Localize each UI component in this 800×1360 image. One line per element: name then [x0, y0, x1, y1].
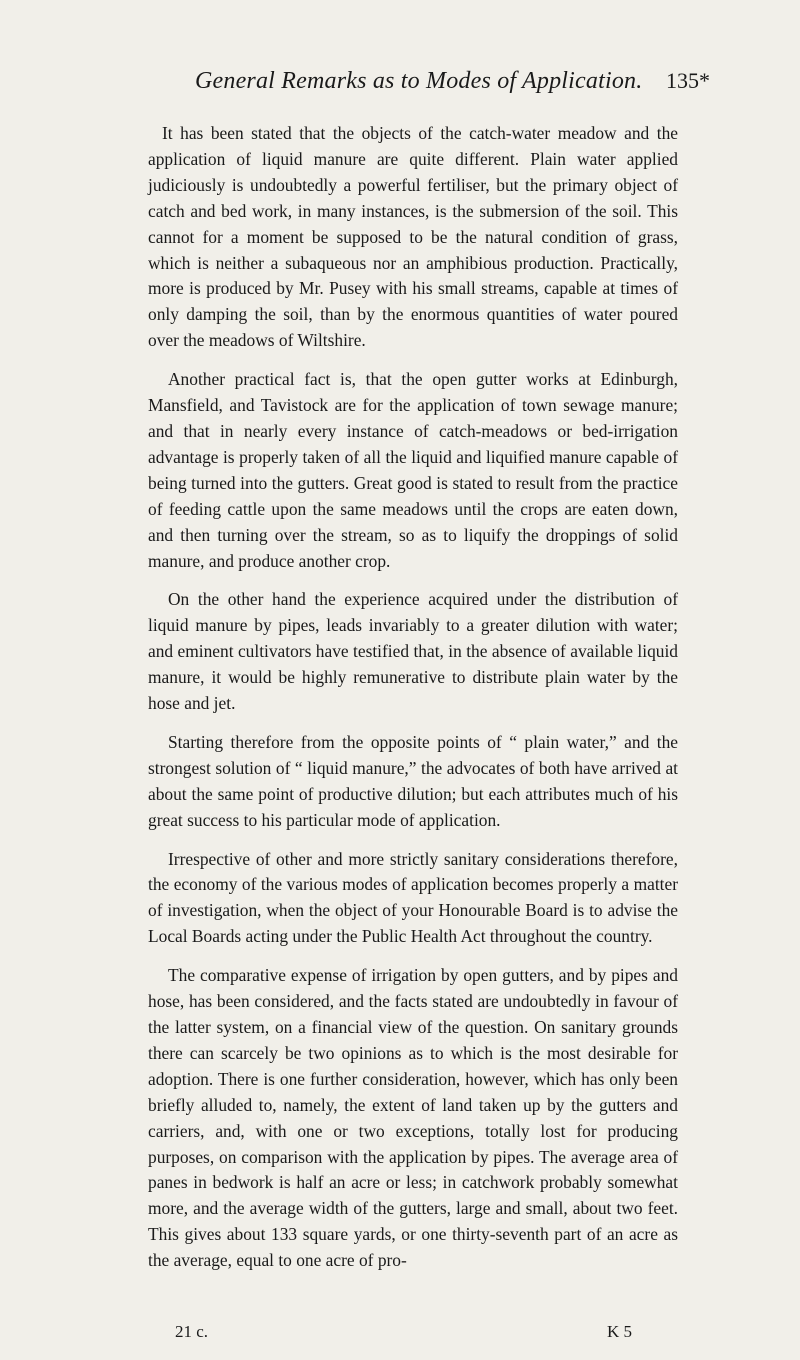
paragraph: Starting therefore from the opposite points of “ plain water,” and the strongest solution of “ liquid manure,” the advocates of both have arrived at about the same point of productive dilution; but each attributes much of his great success to his particular mode of application. — [148, 731, 678, 830]
paragraph: On the other hand the experience acquired under the distribution of liquid manure by pipes, leads invariably to a greater dilution with water; and eminent cultivators have testified that, in the absence of available liquid manure, it would be highly remunerative to distribute plain water by the hose and jet. — [148, 589, 678, 714]
paragraph: It has been stated that the objects of the catch-water meadow and the application of liquid manure are quite different. Plain water applied judiciously is undoubtedly a powerful fertiliser, but the primary object of catch and bed work, in many instances, is the submersion of the soil. This cannot for a moment be supposed to be the natural condition of grass, which is neither a subaqueous nor an amphibious production. Practically, more is produced by Mr. Pusey with his small streams, capable at times of only damping the soil, than by the enormous quantities of water poured over the meadows of Wiltshire. — [148, 123, 678, 351]
page-number: 135* — [666, 68, 710, 93]
page-footer — [175, 1322, 685, 1346]
signature-mark-left: 21 c. — [175, 1322, 209, 1341]
body-text — [148, 121, 678, 1287]
page-header — [0, 68, 800, 108]
paragraph: The comparative expense of irrigation by open gutters, and by pipes and hose, has been considered, and the facts stated are undoubtedly in favour of the latter system, on a financial view of the question. On sanitary grounds there can scarcely be two opinions as to which is the most desirable for adoption. There is one further consideration, however, which has only been briefly alluded to, namely, the extent of land taken up by the gutters and carriers, and, with one or two exceptions, totally lost for producing purposes, on comparison with the application by pipes. The average area of panes in bedwork is half an acre or less; in catchwork probably somewhat more, and the average width of the gutters, large and small, about two feet. This gives about 133 square yards, or one thirty-seventh part of an acre as the average, equal to one acre of pro- — [148, 965, 678, 1271]
signature-mark-right: K 5 — [607, 1322, 633, 1341]
running-title: General Remarks as to Modes of Application. — [195, 68, 643, 94]
paragraph: Irrespective of other and more strictly sanitary considerations therefore, the economy of the various modes of application becomes properly a matter of investigation, when the object of your Honourable Board is to advise the Local Boards acting under the Public Health Act throughout the country. — [148, 848, 678, 947]
paragraph: Another practical fact is, that the open gutter works at Edinburgh, Mansfield, and Tavistock are for the application of town sewage manure; and that in nearly every instance of catch-meadows or bed-irrigation advantage is properly taken of all the liquid and liquified manure capable of being turned into the gutters. Great good is stated to result from the practice of feeding cattle upon the same meadows until the crops are eaten down, and then turning over the stream, so as to liquify the droppings of solid manure, and produce another crop. — [148, 369, 678, 571]
